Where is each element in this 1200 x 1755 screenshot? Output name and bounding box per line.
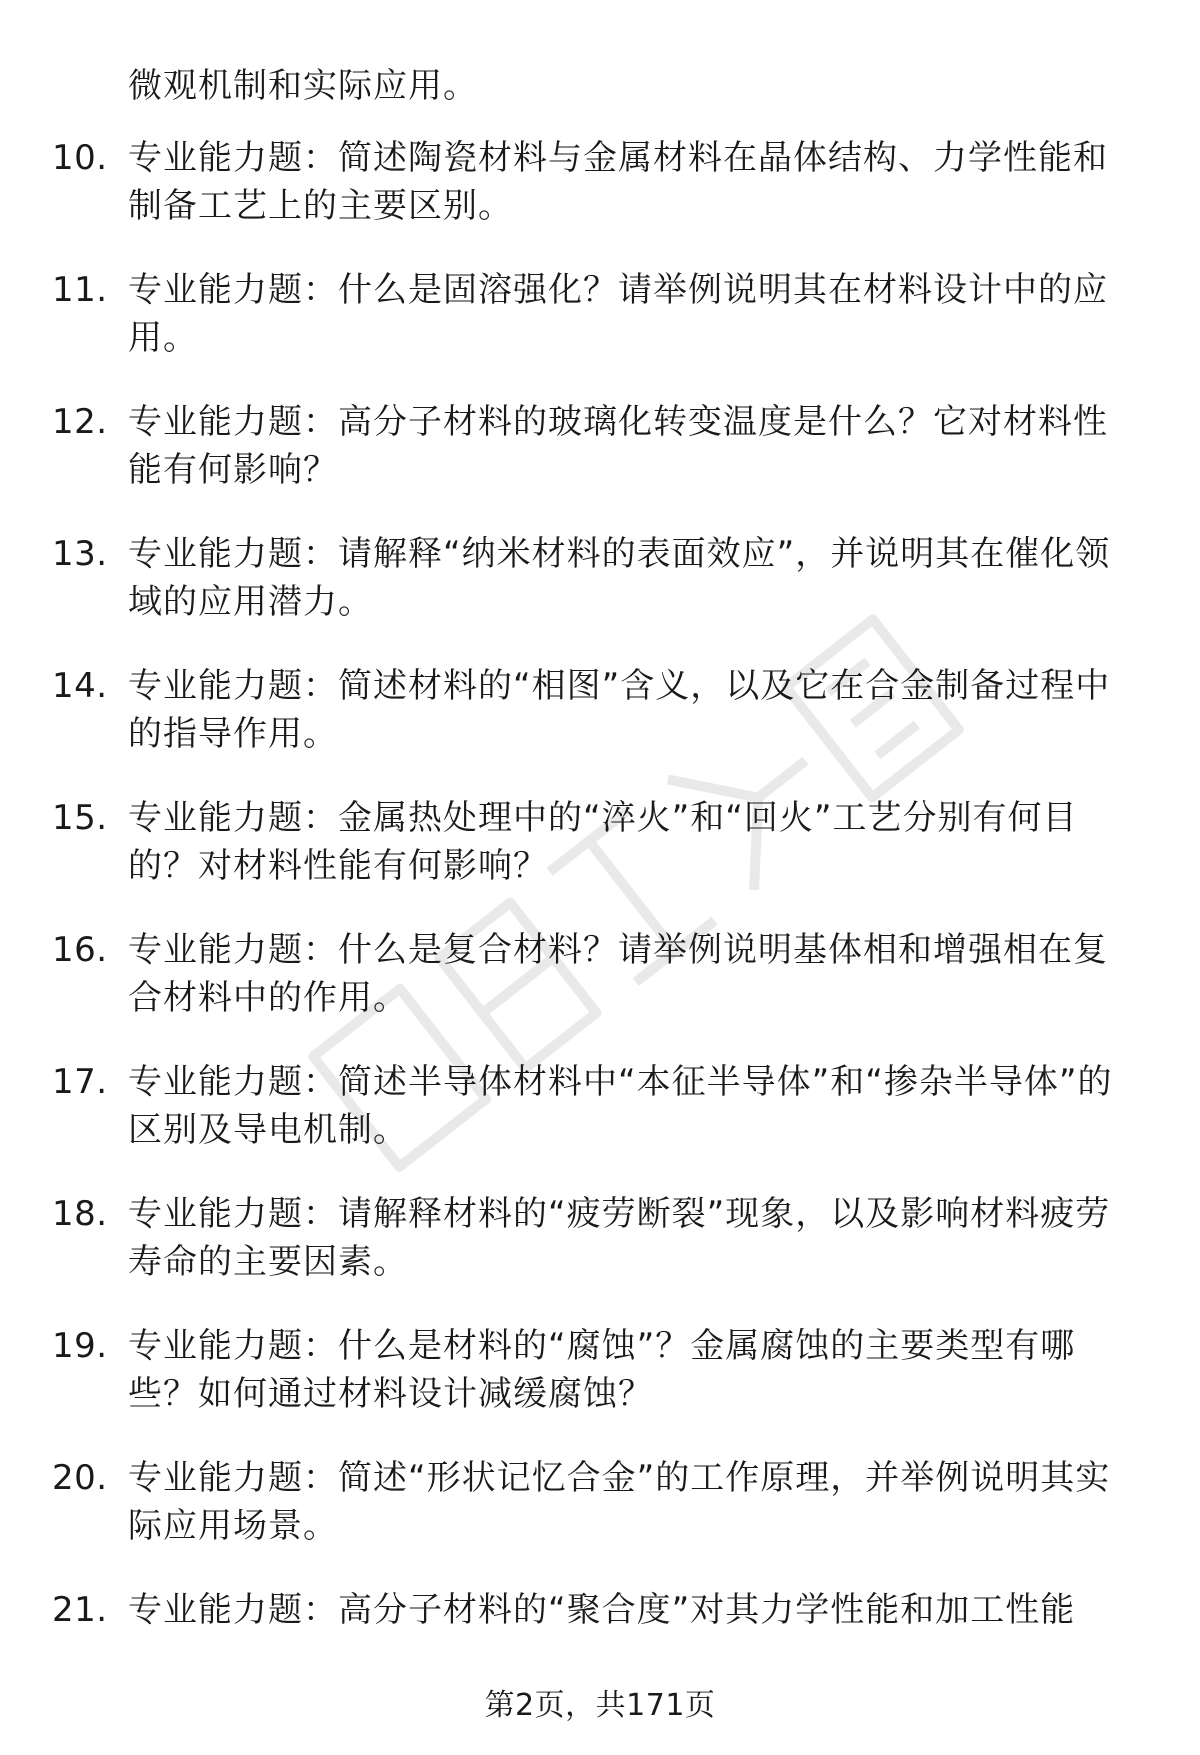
question-number: 12. <box>52 402 108 442</box>
question-text: 专业能力题：什么是复合材料？请举例说明基体相和增强相在复合材料中的作用。 <box>128 930 1108 1018</box>
question-item <box>0 134 1200 266</box>
question-text: 专业能力题：请解释“纳米材料的表面效应”，并说明其在催化领域的应用潜力。 <box>128 534 1111 622</box>
question-number: 13. <box>52 534 108 574</box>
question-text: 专业能力题：简述“形状记忆合金”的工作原理，并举例说明其实际应用场景。 <box>128 1458 1111 1546</box>
question-number: 21. <box>52 1590 108 1630</box>
question-number: 18. <box>52 1194 108 1234</box>
question-text: 专业能力题：请解释材料的“疲劳断裂”现象，以及影响材料疲劳寿命的主要因素。 <box>128 1194 1111 1282</box>
question-item <box>0 1454 1200 1586</box>
question-number: 17. <box>52 1062 108 1102</box>
question-item <box>0 530 1200 662</box>
question-item <box>0 926 1200 1058</box>
question-item <box>0 662 1200 794</box>
page-footer: 第2页，共171页 <box>484 1688 716 1723</box>
question-item <box>0 1058 1200 1190</box>
question-text: 专业能力题：简述材料的“相图”含义，以及它在合金制备过程中的指导作用。 <box>128 666 1111 754</box>
question-text: 专业能力题：高分子材料的“聚合度”对其力学性能和加工性能 <box>128 1590 1076 1630</box>
question-number: 10. <box>52 138 108 178</box>
question-list <box>0 134 1200 1718</box>
question-number: 19. <box>52 1326 108 1366</box>
question-number: 16. <box>52 930 108 970</box>
question-text: 专业能力题：高分子材料的玻璃化转变温度是什么？它对材料性能有何影响？ <box>128 402 1108 490</box>
question-text: 专业能力题：什么是材料的“腐蚀”？金属腐蚀的主要类型有哪些？如何通过材料设计减缓腐蚀？ <box>128 1326 1076 1414</box>
question-text: 专业能力题：金属热处理中的“淬火”和“回火”工艺分别有何目的？对材料性能有何影响？ <box>128 798 1078 886</box>
continuation-text: 微观机制和实际应用。 <box>128 66 478 106</box>
question-text: 专业能力题：简述陶瓷材料与金属材料在晶体结构、力学性能和制备工艺上的主要区别。 <box>128 138 1108 226</box>
question-number: 20. <box>52 1458 108 1498</box>
question-number: 15. <box>52 798 108 838</box>
question-text: 专业能力题：简述半导体材料中“本征半导体”和“掺杂半导体”的区别及导电机制。 <box>128 1062 1113 1150</box>
question-text: 专业能力题：什么是固溶强化？请举例说明其在材料设计中的应用。 <box>128 270 1108 358</box>
question-item <box>0 266 1200 398</box>
question-number: 14. <box>52 666 108 706</box>
question-item <box>0 398 1200 530</box>
question-item <box>0 1322 1200 1454</box>
question-number: 11. <box>52 270 108 310</box>
question-item <box>0 1190 1200 1322</box>
question-item <box>0 794 1200 926</box>
